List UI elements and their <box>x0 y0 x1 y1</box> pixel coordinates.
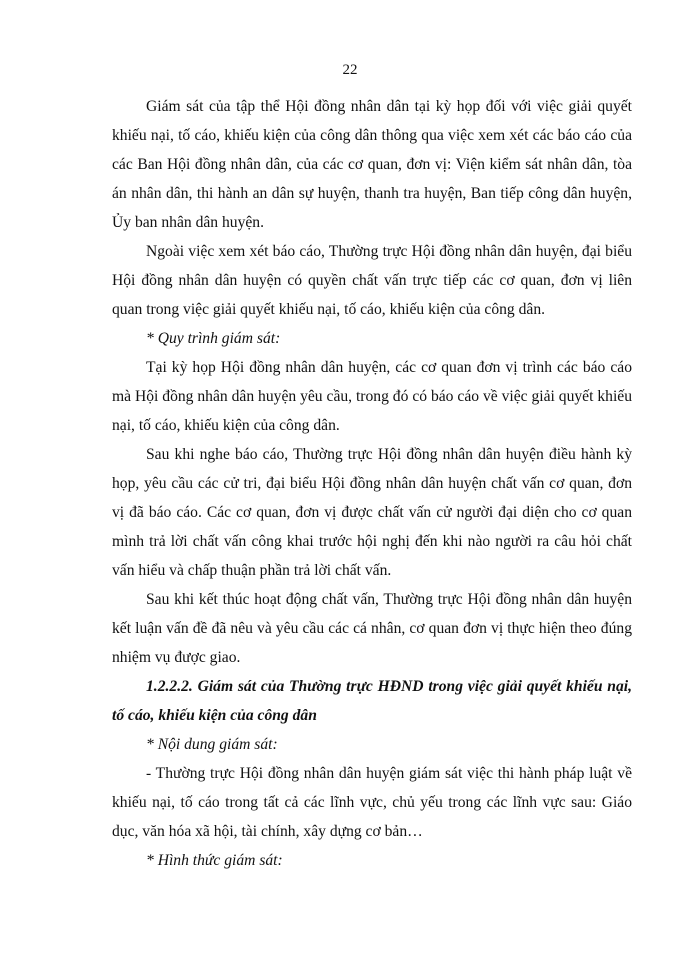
paragraph-questioning-rights: Ngoài việc xem xét báo cáo, Thường trực Hội đồng nhân dân huyện, đại biểu Hội đồng nhân dân huyện có quyền chất vấn trực tiếp các cơ quan, đơn vị liên quan trong việc giải quyết khiếu nại, tố cáo, khiếu kiện của công dân. <box>112 243 632 318</box>
paragraph-questioning-procedure: Sau khi nghe báo cáo, Thường trực Hội đồng nhân dân huyện điều hành kỳ họp, yêu cầu các cử tri, đại biểu Hội đồng nhân dân huyện chất vấn cơ quan, đơn vị đã báo cáo. Các cơ quan, đơn vị được chất vấn cử người đại diện cho cơ quan mình trả lời chất vấn công khai trước hội nghị đến khi nào người ra câu hỏi chất vấn hiểu và chấp thuận phần trả lời chất vấn. <box>112 446 632 579</box>
subheading-supervision-form: * Hình thức giám sát: <box>146 852 283 869</box>
paragraph-conclusion: Sau khi kết thúc hoạt động chất vấn, Thường trực Hội đồng nhân dân huyện kết luận vấn đề đã nêu và yêu cầu các cá nhân, cơ quan đơn vị thực hiện theo đúng nhiệm vụ được giao. <box>112 591 632 666</box>
page-number: 22 <box>342 62 358 78</box>
subheading-supervision-content: * Nội dung giám sát: <box>146 736 278 753</box>
paragraph-session-reports: Tại kỳ họp Hội đồng nhân dân huyện, các cơ quan đơn vị trình các báo cáo mà Hội đồng nhân dân huyện yêu cầu, trong đó có báo cáo về việc giải quyết khiếu nại, tố cáo, khiếu kiện của công dân. <box>112 359 632 434</box>
paragraph-hdnd-session-supervision: Giám sát của tập thể Hội đồng nhân dân tại kỳ họp đối với việc giải quyết khiếu nại, tố cáo, khiếu kiện của công dân thông qua việc xem xét các báo cáo của các Ban Hội đồng nhân dân, của các cơ quan, đơn vị: Viện kiểm sát nhân dân, tòa án nhân dân, thi hành an dân sự huyện, thanh tra huyện, Ban tiếp công dân huyện, Ủy ban nhân dân huyện. <box>112 98 632 231</box>
subheading-supervision-process: * Quy trình giám sát: <box>146 330 281 347</box>
page-content <box>112 92 632 875</box>
section-heading-1-2-2-2: 1.2.2.2. Giám sát của Thường trực HĐND trong việc giải quyết khiếu nại, tố cáo, khiếu kiện của công dân <box>112 678 632 724</box>
paragraph-supervision-fields: - Thường trực Hội đồng nhân dân huyện giám sát việc thi hành pháp luật về khiếu nại, tố cáo trong tất cả các lĩnh vực, chủ yếu trong các lĩnh vực sau: Giáo dục, văn hóa xã hội, tài chính, xây dựng cơ bản… <box>112 765 632 840</box>
